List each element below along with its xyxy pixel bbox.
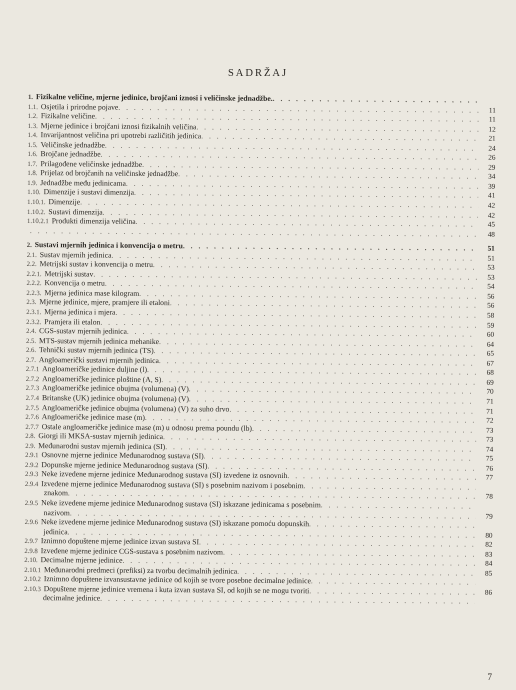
toc-entry-page: 51	[487, 254, 495, 263]
toc-entry-title: Neke izvedene mjerne jedinice Međunarodnog sustava (SI) iskazane jedinicama s posebnim	[41, 498, 321, 510]
toc-entry-page: 56	[487, 302, 495, 311]
toc-entry-page: 54	[487, 283, 495, 292]
dot-leader	[100, 594, 475, 606]
toc-entry-page: 80	[485, 531, 493, 540]
toc-entry-title: Metrijski sustav i konvencija o metru	[39, 259, 153, 270]
toc-entry-page: 78	[485, 493, 493, 502]
toc-entry-page: 21	[488, 134, 496, 143]
toc-entry-title: Izvedene mjerne jedinice CGS-sustava s posebnim nazivom	[40, 545, 224, 557]
toc-entry-page: 39	[488, 182, 496, 191]
toc-entry-title: Fizikalne veličine, mjerne jedinice, brojčani iznosi i veličinske jednadžbe.	[35, 92, 273, 103]
toc-entry-page: 24	[488, 144, 496, 153]
toc-entry-number: 2.7.2	[25, 375, 40, 383]
toc-entry-title: Angloameričke jedinice obujma (volumena) (V) za suho drvo	[41, 402, 230, 414]
toc-entry-title: Pramjera ili etalon	[44, 316, 101, 327]
toc-entry-number: 1.10.1.	[27, 199, 46, 207]
toc-entry-number: 1.10.2.1	[26, 218, 49, 226]
toc-entry-number: 2.5.	[26, 337, 37, 345]
toc-entry-number: 2.9.4	[24, 480, 39, 488]
toc-entry-page: 56	[487, 292, 495, 301]
toc-entry-title: Međunarodni predmeci (prefiksi) za tvorbu decimalnih jedinica	[43, 564, 238, 576]
toc-entry-page: 53	[487, 273, 495, 282]
toc-entry-page: 11	[488, 106, 496, 115]
toc-entry-title: Produkti dimenzija veličina	[51, 216, 136, 226]
toc-entry-number: 1.4.	[27, 132, 38, 140]
toc-entry-number: 2.4.	[26, 328, 37, 336]
toc-entry-page: 71	[486, 407, 494, 416]
toc-entry-page: 41	[487, 192, 496, 201]
toc-entry-page: 84	[485, 559, 493, 568]
toc-entry-title: Angloameričke jedinice duljine (l)	[42, 364, 148, 375]
toc-entry-number: 2.9.	[25, 442, 36, 450]
toc-entry-page: 12	[488, 125, 496, 134]
toc-entry-page: 45	[487, 220, 496, 229]
toc-entry-number: 2.2.3.	[26, 289, 42, 298]
toc-entry-page: 51	[487, 244, 495, 253]
toc-entry-number: 2.9.2	[25, 461, 39, 469]
toc-entry-title: CGS-sustav mjernih jedinica	[39, 326, 127, 336]
toc-entry-page: 48	[487, 230, 495, 239]
toc-entry-number: 2.7.4	[25, 394, 39, 403]
toc-entry-number: 2.7.5	[25, 404, 39, 412]
toc-entry-page: 73	[486, 426, 494, 435]
toc-entry-page: 60	[486, 330, 495, 339]
toc-entry-title: Veličinske jednadžbe	[40, 139, 105, 150]
toc-entry-title: Osjetila i prirodne pojave	[40, 101, 119, 112]
toc-entry-number: 1.	[27, 93, 33, 102]
toc-entry-title: decimalne jedinice	[42, 593, 101, 604]
toc-entry-page: 74	[485, 445, 494, 454]
toc-entry-number: 2.7.	[25, 356, 36, 364]
toc-entry-page: 70	[486, 388, 494, 397]
toc-entry-page: 68	[486, 368, 494, 377]
toc-entry-page: 65	[486, 349, 494, 358]
toc-entry-page: 58	[487, 311, 495, 320]
toc-entry-title: Fizikalne veličine	[40, 111, 96, 121]
toc-entry-title: jedinica	[43, 526, 68, 536]
toc-entry-title: Britanske (UK) jedinice obujma (volumena) (V)	[41, 393, 189, 404]
toc-entry-title: Sustavi dimenzija	[48, 206, 103, 217]
toc-entry-title: Sustavi mjernih jedinica i konvencija o metru	[34, 240, 183, 251]
toc-entry-number: 1.6.	[27, 151, 38, 159]
toc-entry-page: 42	[487, 211, 496, 220]
toc-entry-title: Dopunske mjerne jedinice Međunarodnog sustava (SI)	[41, 459, 208, 471]
toc-entry-title: Mjerna jedinica mase kilogram	[44, 288, 140, 298]
toc-entry-number: 2.9.1	[25, 452, 39, 460]
toc-entry-number: 2.10.2	[24, 576, 41, 584]
toc-entry-title: Jednadžbe među jedinicama	[40, 178, 126, 188]
toc-entry-page: 72	[486, 416, 494, 425]
toc-entry-number: 1.1.	[27, 103, 38, 111]
toc-entry-title: Prilagođene veličinske jednadžbe	[40, 158, 143, 169]
toc-entry-page: 26	[488, 153, 496, 162]
toc-entry-page: 73	[486, 435, 494, 444]
toc-entry-title: Mjerna jedinica i mjera	[44, 307, 116, 317]
toc-entry-title: Ostale angloameričke jedinice mase (m) u odnosu prema poundu (lb)	[41, 421, 253, 433]
toc-entry-title: Mjerne jedinice i brojčani iznosi fizikalnih veličina	[40, 120, 197, 131]
toc-entry-title: Prijelaz od brojčanih na veličinske jednadžbe	[40, 168, 179, 179]
toc-entry-number: 1.5.	[27, 141, 38, 149]
toc-entry-number: 1.8.	[27, 170, 38, 178]
toc-entry-number: 2.	[26, 242, 32, 250]
toc-entry-title: MTS-sustav mjernih jedinica mehanike	[39, 335, 160, 346]
toc-entry-title: Metrijski sustav	[44, 268, 94, 279]
toc-entry-number: 2.7.3	[25, 385, 40, 393]
toc-entry-page: 71	[486, 397, 494, 406]
toc-entry-number: 1.7.	[27, 160, 38, 168]
toc-entry-number: 2.8.	[25, 433, 36, 441]
toc-entry-title: Mjerne jedinice, mjere, pramjere ili etaloni	[39, 297, 170, 308]
toc-entry-title: Tehnički sustav mjernih jedinica (TS)	[38, 345, 154, 356]
toc-entry-page: 11	[488, 115, 496, 124]
toc-entry-number: 2.7.1	[25, 366, 40, 374]
toc-entry-number: 1.10.2.	[27, 208, 46, 216]
toc-entry-title: Sustav mjernih jedinica	[39, 249, 112, 260]
toc-entry-number: 2.3.	[26, 299, 37, 307]
toc-entry-title: Decimalne mjerne jedinice	[40, 555, 123, 566]
toc-entry-page: 59	[486, 321, 495, 330]
toc-entry-number: 2.2.2.	[26, 280, 42, 288]
toc-entry-title: Izvedene mjerne jedinice Međunarodnog sustava (SI) s posebnim nazivom i posebnim	[41, 478, 304, 491]
page-title: SADRŽAJ	[227, 68, 289, 79]
toc-entry-page: 77	[485, 473, 494, 482]
toc-entry-title: Neke izvedene mjerne jedinice Međunarodnog sustava (SI) iskazane pomoću dopunskih	[40, 517, 310, 529]
toc-entry-page: 86	[484, 588, 493, 597]
toc-entry-title: Brojčane jednadžbe	[40, 149, 101, 159]
toc-entry-number: 2.10.3	[24, 585, 41, 594]
toc-entry-number: 2.9.7	[24, 538, 38, 546]
toc-entry-page: 75	[485, 454, 494, 463]
toc-entry-number: 2.9.6	[24, 519, 39, 527]
toc-entry-page: 82	[485, 540, 493, 549]
toc-entry-number: 1.10.	[27, 189, 41, 197]
toc-entry-title: Giorgi ili MKSA-sustav mjernih jedinica	[38, 431, 164, 442]
toc-entry-title: Iznimno dopuštene izvansustavne jedinice od kojih se tvore posebne decimalne jedinice	[43, 574, 311, 586]
toc-entry-page: 64	[486, 340, 495, 349]
toc-entry-page: 53	[487, 263, 495, 272]
toc-entry-number: 2.2.	[26, 261, 37, 269]
toc-entry-title: Dimenzije	[48, 197, 81, 207]
toc-entry-number: 2.10.	[24, 557, 38, 565]
toc-entry-page: 42	[487, 201, 496, 210]
toc-entry-number: 2.3.2.	[26, 318, 42, 326]
toc-entry-title: Invarijantnost veličina pri upotrebi različitih jedinica	[40, 130, 202, 141]
toc-entry-page: 79	[485, 512, 493, 521]
toc-entry-title: Angloameričke jedinice ploštine (A, S)	[42, 373, 162, 384]
toc-entry-number: 2.9.8	[24, 547, 38, 555]
toc-entry-number: 2.6.	[25, 347, 37, 355]
toc-entry-title: Dimenzije i sustavi dimenzija	[43, 187, 135, 198]
toc-entry-number: 2.10.1	[24, 566, 41, 574]
toc-entry-title: Iznimno dopuštene mjerne jedinice izvan sustava SI	[40, 536, 200, 547]
toc-entry-number: 2.9.3	[24, 471, 39, 479]
toc-entry-number: 1.2.	[27, 113, 38, 121]
toc-entry-page: 67	[486, 359, 494, 368]
toc-entry-number: 2.7.6	[25, 414, 39, 422]
toc-entry-title: Angloamerički sustavi mjernih jedinica	[38, 354, 159, 365]
toc-entry-title: Međunarodni sustav mjernih jedinica (SI)	[38, 440, 166, 451]
toc-entry-title: Angloameričke jedinice mase (m)	[41, 412, 145, 422]
toc-entry-number: 1.9.	[27, 179, 38, 187]
toc-entry-number: 2.2.1.	[26, 270, 42, 278]
toc-entry-title: Konvencija o metru	[44, 278, 105, 289]
table-of-contents	[24, 92, 496, 607]
toc-entry-number: 2.7.7	[25, 423, 39, 431]
toc-entry-number: 2.3.1.	[26, 309, 42, 317]
toc-entry-title: Osnovne mjerne jedinice Međunarodnog sustava (SI)	[41, 450, 204, 461]
toc-entry-page: 69	[486, 378, 494, 387]
toc-entry-page: 83	[485, 550, 493, 559]
toc-entry-number: 2.9.5	[24, 499, 39, 508]
toc-entry-title: nazivom	[43, 507, 70, 517]
toc-entry-page: 85	[485, 569, 493, 578]
toc-entry-number: 1.3.	[27, 122, 38, 130]
toc-entry-page: 76	[485, 464, 494, 473]
toc-entry-title: Neke izvedene mjerne jedinice Međunarodnog sustava (SI) izvedene iz osnovnih	[41, 469, 288, 481]
toc-entry-title: Angloameričke jedinice obujma (volumena) (V)	[42, 383, 189, 394]
toc-entry-title: Dopuštene mjerne jedinice vremena i kuta izvan sustava SI, od kojih se ne mogu tvoriti	[43, 584, 310, 596]
page-number: 7	[487, 672, 492, 682]
toc-entry-page: 29	[488, 163, 496, 172]
toc-entry-page: 34	[488, 172, 496, 182]
toc-entry-number: 2.1.	[26, 251, 37, 259]
toc-entry-title: znakom	[43, 488, 68, 498]
